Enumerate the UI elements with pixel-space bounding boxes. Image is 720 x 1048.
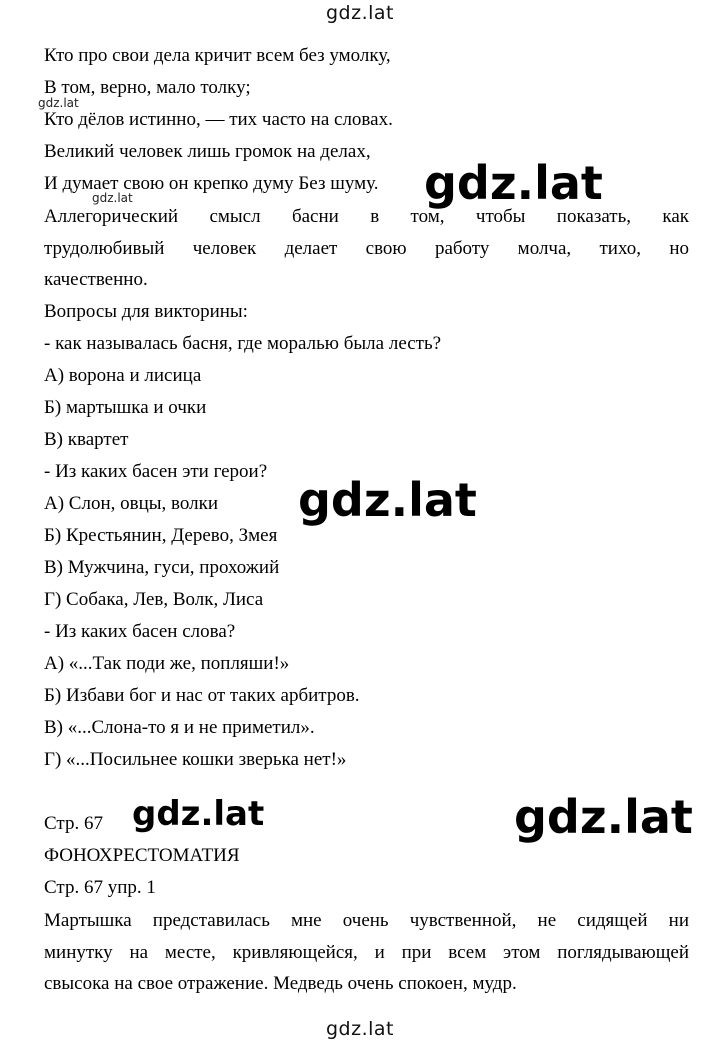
quiz-answer: В) «...Слона-то я и не приметил». [44, 717, 315, 738]
watermark-small: gdz.lat [92, 191, 133, 205]
answer-line-1: Мартышка представилась мне очень чувственной, не сидящей ни [44, 910, 689, 931]
allegory-line-2: трудолюбивый человек делает свою работу молча, тихо, но [44, 238, 689, 259]
answer-line-3: свысока на свое отражение. Медведь очень спокоен, мудр. [44, 973, 517, 994]
quiz-question-3: - Из каких басен слова? [44, 621, 236, 642]
watermark-small: gdz.lat [38, 96, 79, 110]
page-reference: Стр. 67 [44, 813, 103, 834]
poem-line-5: И думает свою он крепко думу Без шуму. [44, 173, 379, 194]
allegory-line-3: качественно. [44, 269, 148, 290]
quiz-answer: В) квартет [44, 429, 129, 450]
quiz-answer: Г) Собака, Лев, Волк, Лиса [44, 589, 264, 610]
section-title: ФОНОХРЕСТОМАТИЯ [44, 845, 240, 866]
quiz-question-2: - Из каких басен эти герои? [44, 461, 268, 482]
quiz-answer: А) ворона и лисица [44, 365, 202, 386]
watermark-bottom: gdz.lat [325, 1018, 394, 1040]
quiz-title: Вопросы для викторины: [44, 301, 248, 322]
quiz-answer: Г) «...Посильнее кошки зверька нет!» [44, 749, 347, 770]
watermark-large: gdz.lat [132, 794, 265, 834]
quiz-answer: Б) Избави бог и нас от таких арбитров. [44, 685, 360, 706]
watermark-large: gdz.lat [514, 790, 693, 844]
watermark-large: gdz.lat [424, 156, 603, 210]
poem-line-3: Кто дёлов истинно, — тих часто на словах. [44, 109, 393, 130]
quiz-answer: А) Слон, овцы, волки [44, 493, 218, 514]
quiz-answer: Б) Крестьянин, Дерево, Змея [44, 525, 278, 546]
quiz-answer: А) «...Так поди же, попляши!» [44, 653, 290, 674]
exercise-heading: Стр. 67 упр. 1 [44, 877, 156, 898]
allegory-line-1: Аллегорический смысл басни в том, чтобы показать, как [44, 206, 689, 227]
watermark-large: gdz.lat [298, 473, 477, 527]
quiz-answer: Б) мартышка и очки [44, 397, 207, 418]
poem-line-2: В том, верно, мало толку; [44, 77, 251, 98]
answer-line-2: минутку на месте, кривляющейся, и при всем этом поглядывающей [44, 942, 689, 963]
quiz-answer: В) Мужчина, гуси, прохожий [44, 557, 280, 578]
watermark-top: gdz.lat [325, 2, 394, 24]
poem-line-1: Кто про свои дела кричит всем без умолку, [44, 45, 391, 66]
poem-line-4: Великий человек лишь громок на делах, [44, 141, 371, 162]
quiz-question-1: - как называлась басня, где моралью была лесть? [44, 333, 442, 354]
